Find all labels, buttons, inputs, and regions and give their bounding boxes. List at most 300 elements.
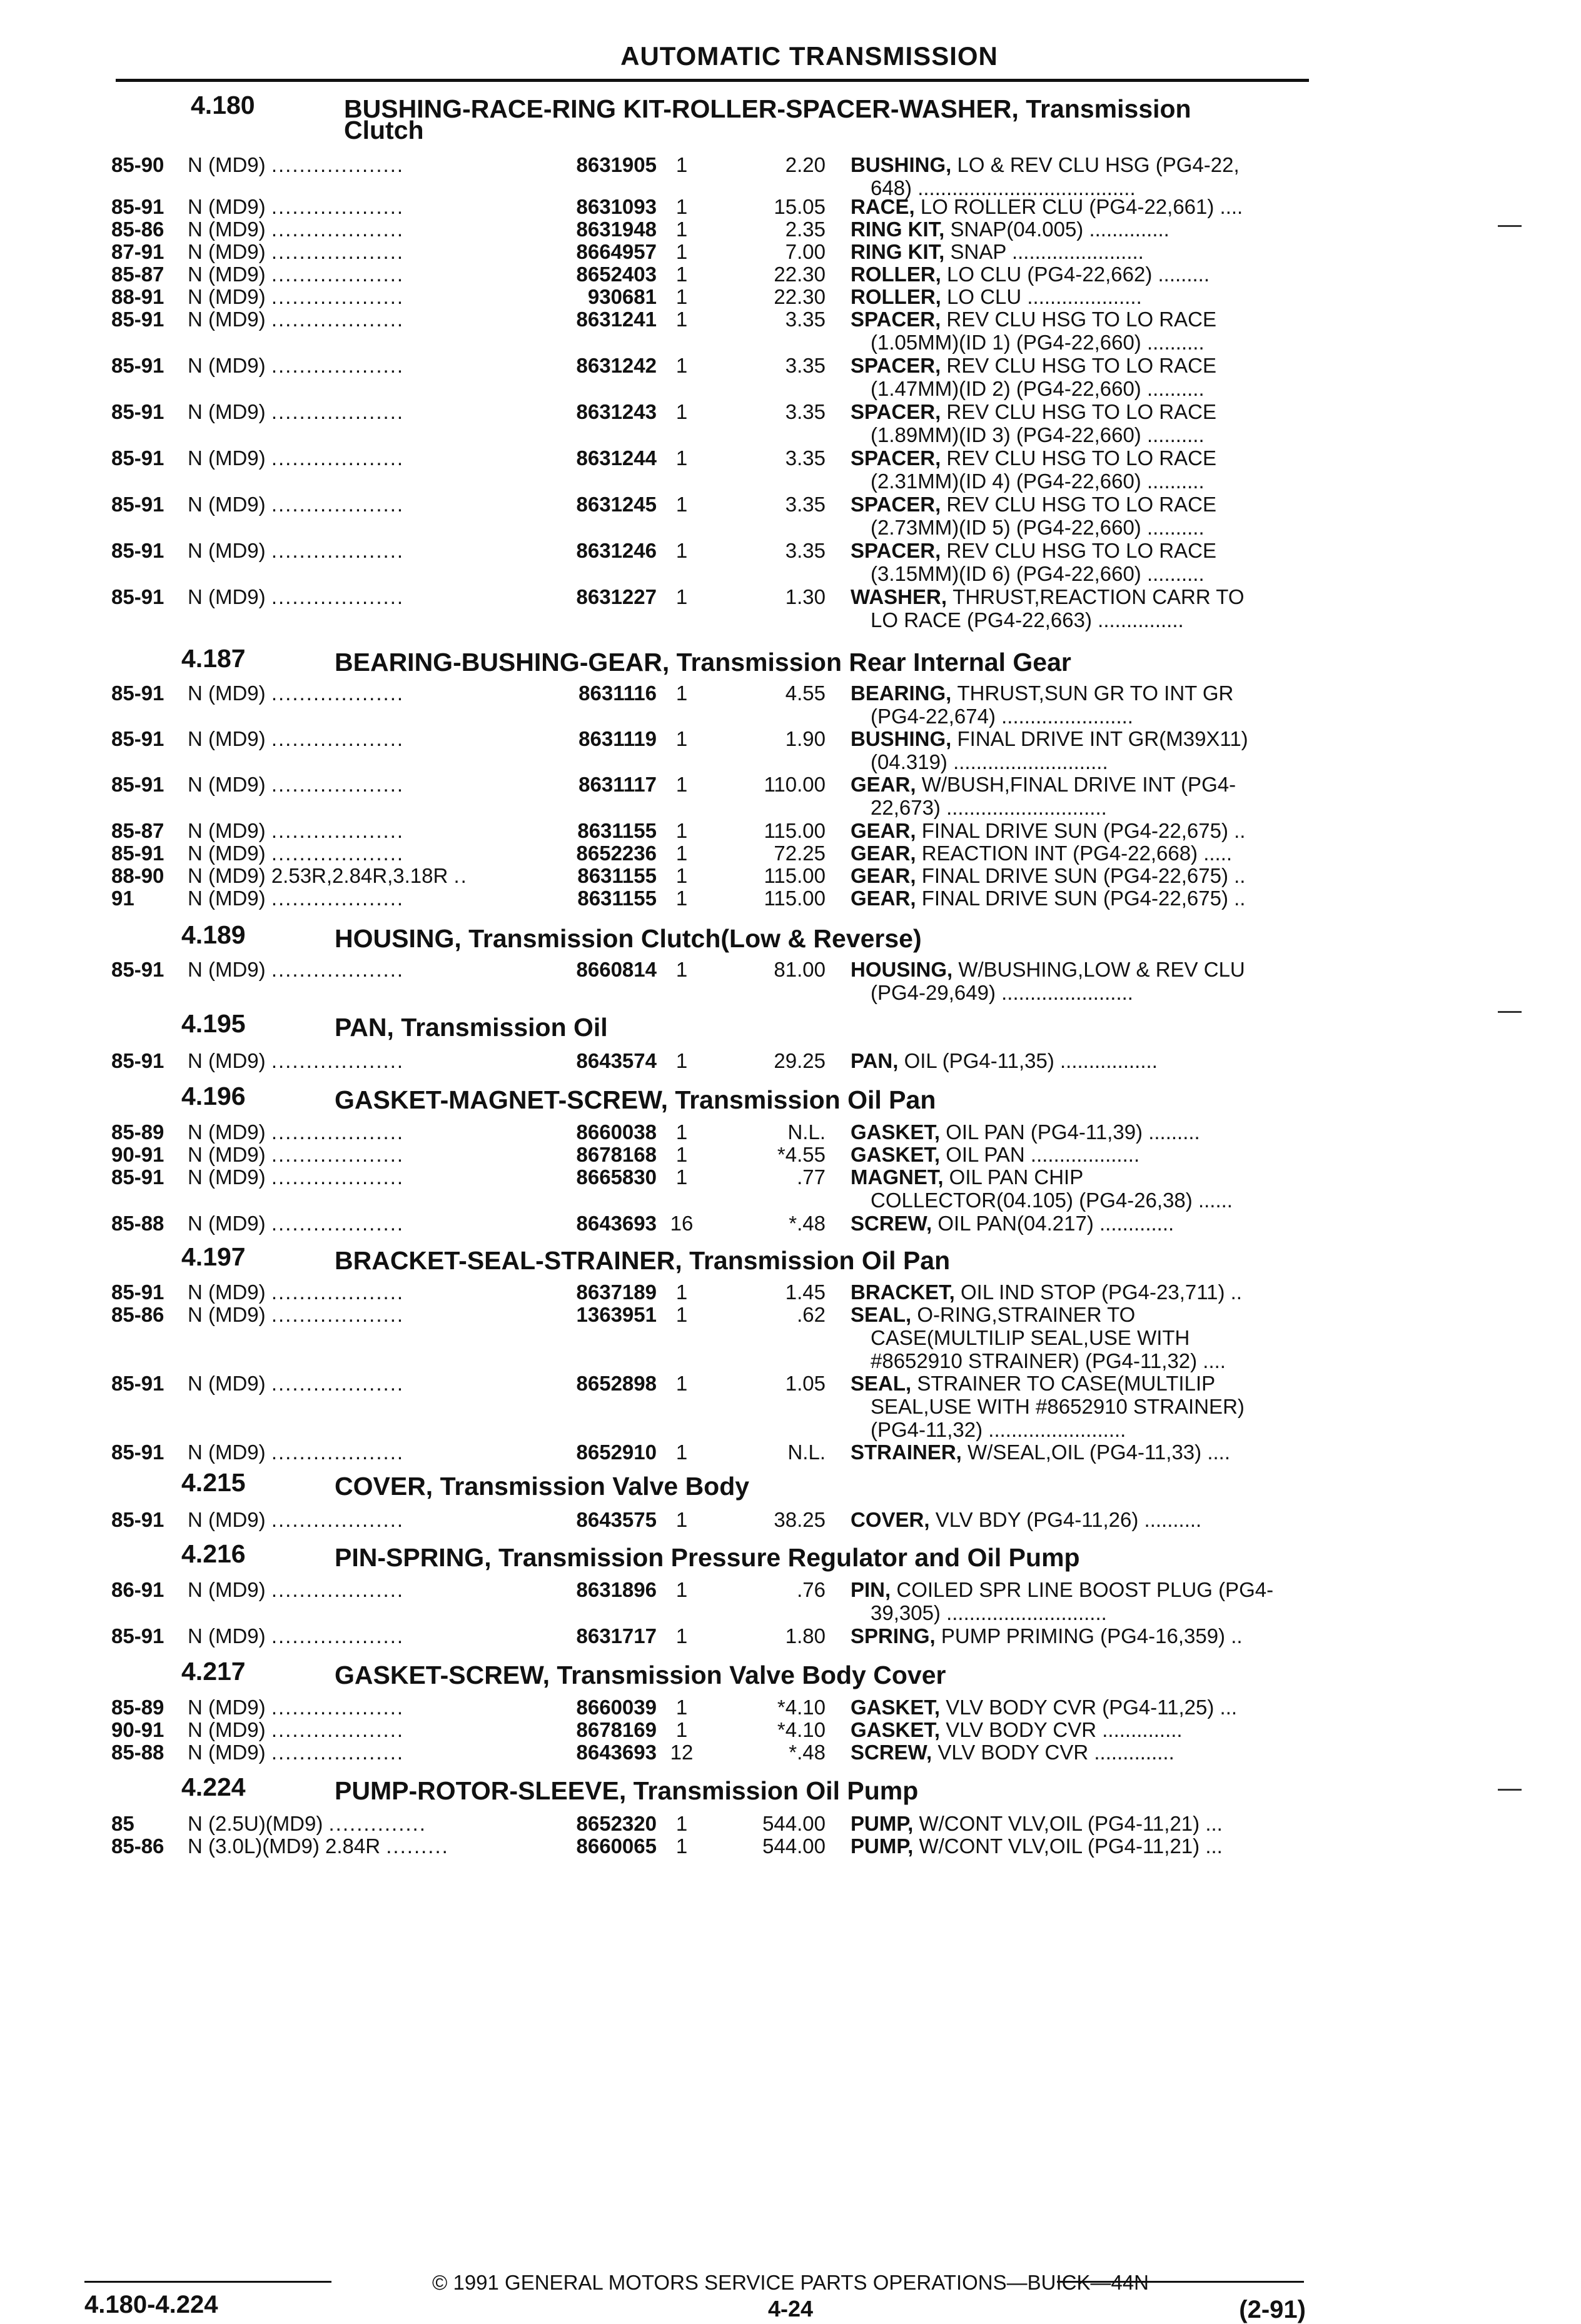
part-description xyxy=(851,218,1169,241)
price: 7.00 xyxy=(785,240,826,263)
price: *.48 xyxy=(789,1741,826,1764)
part-description xyxy=(851,682,1233,728)
model-years: 85-87 xyxy=(111,263,164,286)
model-years: 85-91 xyxy=(111,958,164,981)
price: *4.55 xyxy=(777,1143,826,1166)
leader-dots: ................... xyxy=(271,1049,405,1072)
part-name: PIN, xyxy=(851,1578,897,1601)
usage-code xyxy=(188,493,404,516)
part-detail: FINAL DRIVE INT GR(M39X11) xyxy=(957,727,1248,750)
section-title: BUSHING-RACE-RING KIT-ROLLER-SPACER-WASHER, Transmission Clutch xyxy=(344,94,1191,144)
part-number: 8631241 xyxy=(576,308,657,331)
quantity: 1 xyxy=(675,819,688,842)
part-detail: REV CLU HSG TO LO RACE xyxy=(946,400,1216,423)
leader-dots: ................... xyxy=(271,819,405,842)
model-years: 86-91 xyxy=(111,1578,164,1601)
part-description xyxy=(851,773,1236,819)
part-number: 8637189 xyxy=(576,1280,657,1304)
quantity: 1 xyxy=(675,1624,688,1647)
part-detail: REV CLU HSG TO LO RACE xyxy=(946,308,1216,331)
part-detail: OIL IND STOP (PG4-23,711) .. xyxy=(961,1280,1242,1304)
part-name: SPRING, xyxy=(851,1624,941,1647)
usage-code xyxy=(188,1165,404,1189)
part-detail: REV CLU HSG TO LO RACE xyxy=(946,539,1216,562)
leader-dots: ................... xyxy=(271,263,405,286)
part-number: 8660814 xyxy=(576,958,657,981)
part-detail: LO & REV CLU HSG (PG4-22, xyxy=(957,153,1240,176)
part-description xyxy=(851,308,1216,354)
part-name: GEAR, xyxy=(851,819,922,842)
quantity: 1 xyxy=(675,539,688,562)
price: 544.00 xyxy=(762,1812,826,1835)
leader-dots: ................... xyxy=(271,1578,405,1601)
model-years: 90-91 xyxy=(111,1143,164,1166)
usage-code xyxy=(188,1812,427,1835)
leader-dots: ................... xyxy=(271,1165,405,1189)
usage-code-text: N (MD9) xyxy=(188,1165,271,1189)
part-name: SPACER, xyxy=(851,400,947,423)
part-description xyxy=(851,1441,1230,1464)
leader-dots: ................... xyxy=(271,1718,405,1741)
model-years: 85-91 xyxy=(111,1441,164,1464)
part-description xyxy=(851,493,1216,539)
part-number: 8652898 xyxy=(576,1372,657,1395)
usage-code-text: N (MD9) xyxy=(188,1212,271,1235)
part-description xyxy=(851,1372,1245,1441)
part-number: 8652403 xyxy=(576,263,657,286)
leader-dots: ................... xyxy=(271,285,405,308)
part-detail: COILED SPR LINE BOOST PLUG (PG4- xyxy=(896,1578,1274,1601)
usage-code-text: N (MD9) xyxy=(188,446,271,470)
part-description xyxy=(851,958,1245,1004)
part-detail: FINAL DRIVE SUN (PG4-22,675) .. xyxy=(921,864,1246,887)
part-detail-continued: 39,305) ............................ xyxy=(871,1601,1107,1624)
part-name: SPACER, xyxy=(851,354,947,377)
part-name: PAN, xyxy=(851,1049,904,1072)
footer-copyright: © 1991 GENERAL MOTORS SERVICE PARTS OPERATIONS—BUICK—44N xyxy=(432,2271,1149,2294)
part-name: GASKET, xyxy=(851,1143,946,1166)
part-number: 930681 xyxy=(587,285,657,308)
leader-dots: ................... xyxy=(271,493,405,516)
usage-code xyxy=(188,842,404,865)
section-number: 4.197 xyxy=(181,1242,246,1271)
part-name: RING KIT, xyxy=(851,218,951,241)
price: 3.35 xyxy=(785,539,826,562)
usage-code-text: N (MD9) xyxy=(188,682,271,705)
part-description xyxy=(851,864,1245,887)
part-detail-continued: CASE(MULTILIP SEAL,USE WITH xyxy=(871,1326,1190,1349)
part-number: 8643693 xyxy=(576,1741,657,1764)
model-years: 85-91 xyxy=(111,773,164,796)
model-years: 91 xyxy=(111,887,134,910)
model-years: 85-91 xyxy=(111,1280,164,1304)
usage-code xyxy=(188,446,404,470)
part-number: 8631242 xyxy=(576,354,657,377)
part-detail-continued: #8652910 STRAINER) (PG4-11,32) .... xyxy=(871,1349,1226,1372)
leader-dots: ................... xyxy=(271,1120,405,1144)
price: 1.90 xyxy=(785,727,826,750)
leader-dots: ................... xyxy=(271,1441,405,1464)
price: 3.35 xyxy=(785,308,826,331)
model-years: 85-86 xyxy=(111,1834,164,1858)
part-detail: O-RING,STRAINER TO xyxy=(917,1303,1136,1326)
part-number: 8660065 xyxy=(576,1834,657,1858)
usage-code xyxy=(188,1120,404,1144)
quantity: 1 xyxy=(675,682,688,705)
price: 115.00 xyxy=(764,819,826,842)
part-detail: VLV BODY CVR .............. xyxy=(937,1741,1174,1764)
part-description xyxy=(851,1624,1243,1647)
price: 81.00 xyxy=(774,958,826,981)
page-title: AUTOMATIC TRANSMISSION xyxy=(620,41,998,71)
usage-code-text: N (MD9) xyxy=(188,958,271,981)
usage-code xyxy=(188,400,404,423)
usage-code xyxy=(188,263,404,286)
price: 1.80 xyxy=(785,1624,826,1647)
model-years: 85-91 xyxy=(111,400,164,423)
part-number: 8631155 xyxy=(577,864,657,887)
part-description xyxy=(851,727,1248,773)
usage-code-text: N (MD9) xyxy=(188,1578,271,1601)
leader-dots: .. xyxy=(453,864,468,887)
section-title: PAN, Transmission Oil xyxy=(335,1013,608,1042)
part-detail: REV CLU HSG TO LO RACE xyxy=(946,446,1216,470)
part-name: GEAR, xyxy=(851,773,922,796)
part-description xyxy=(851,1718,1183,1741)
part-number: 8631227 xyxy=(576,585,657,608)
price: 3.35 xyxy=(785,354,826,377)
part-number: 8631093 xyxy=(576,195,657,218)
usage-code-text: N (MD9) xyxy=(188,1372,271,1395)
part-detail-continued: 22,673) ............................ xyxy=(871,796,1107,819)
model-years: 85-86 xyxy=(111,1303,164,1326)
part-description xyxy=(851,1508,1201,1531)
quantity: 1 xyxy=(675,958,688,981)
part-detail: LO ROLLER CLU (PG4-22,661) .... xyxy=(920,195,1243,218)
part-name: ROLLER, xyxy=(851,263,947,286)
price: *.48 xyxy=(789,1212,826,1235)
usage-code-text: N (MD9) xyxy=(188,1508,271,1531)
part-description xyxy=(851,842,1232,865)
leader-dots: ................... xyxy=(271,1624,405,1647)
part-name: GEAR, xyxy=(851,864,922,887)
leader-dots: ................... xyxy=(271,153,405,176)
model-years: 85-90 xyxy=(111,153,164,176)
usage-code-text: N (3.0L)(MD9) 2.84R xyxy=(188,1834,386,1858)
part-description xyxy=(851,195,1243,218)
usage-code-text: N (MD9) xyxy=(188,153,271,176)
part-description xyxy=(851,1165,1233,1212)
usage-code-text: N (MD9) xyxy=(188,585,271,608)
quantity: 1 xyxy=(675,263,688,286)
usage-code-text: N (MD9) xyxy=(188,218,271,241)
usage-code xyxy=(188,539,404,562)
part-detail: STRAINER TO CASE(MULTILIP xyxy=(917,1372,1216,1395)
part-number: 8660039 xyxy=(576,1696,657,1719)
section-number: 4.187 xyxy=(181,644,246,673)
usage-code xyxy=(188,1143,404,1166)
part-detail: PUMP PRIMING (PG4-16,359) .. xyxy=(941,1624,1243,1647)
part-detail: LO CLU .................... xyxy=(947,285,1142,308)
part-detail: OIL PAN ................... xyxy=(946,1143,1140,1166)
usage-code-text: N (MD9) xyxy=(188,887,271,910)
usage-code xyxy=(188,1624,404,1647)
price: 3.35 xyxy=(785,446,826,470)
part-description xyxy=(851,585,1245,631)
leader-dots: ................... xyxy=(271,887,405,910)
price: 4.55 xyxy=(785,682,826,705)
part-number: 8643574 xyxy=(576,1049,657,1072)
leader-dots: ................... xyxy=(271,1696,405,1719)
price: 110.00 xyxy=(764,773,826,796)
usage-code-text: N (MD9) xyxy=(188,1143,271,1166)
leader-dots: ................... xyxy=(271,539,405,562)
usage-code-text: N (MD9) xyxy=(188,539,271,562)
quantity: 1 xyxy=(675,354,688,377)
model-years: 85-91 xyxy=(111,539,164,562)
part-description xyxy=(851,240,1144,263)
part-description xyxy=(851,153,1240,199)
part-description xyxy=(851,285,1142,308)
leader-dots: ......... xyxy=(386,1834,449,1858)
part-description xyxy=(851,1049,1158,1072)
part-detail: W/BUSHING,LOW & REV CLU xyxy=(958,958,1245,981)
leader-dots: ................... xyxy=(271,773,405,796)
section-number: 4.224 xyxy=(181,1773,246,1801)
model-years: 85-88 xyxy=(111,1741,164,1764)
section-title: COVER, Transmission Valve Body xyxy=(335,1472,750,1501)
part-detail: REV CLU HSG TO LO RACE xyxy=(946,354,1216,377)
part-name: SCREW, xyxy=(851,1741,938,1764)
usage-code-text: N (MD9) xyxy=(188,1280,271,1304)
usage-code xyxy=(188,1441,404,1464)
part-number: 8678168 xyxy=(576,1143,657,1166)
model-years: 85-91 xyxy=(111,1624,164,1647)
section-number: 4.196 xyxy=(181,1082,246,1110)
usage-code-text: N (MD9) xyxy=(188,240,271,263)
part-detail: FINAL DRIVE SUN (PG4-22,675) .. xyxy=(921,819,1246,842)
leader-dots: ................... xyxy=(271,354,405,377)
usage-code xyxy=(188,153,404,176)
part-name: HOUSING, xyxy=(851,958,959,981)
price: 115.00 xyxy=(764,864,826,887)
part-number: 8631116 xyxy=(578,682,657,705)
price: .62 xyxy=(797,1303,826,1326)
usage-code-text: N (MD9) xyxy=(188,842,271,865)
part-description xyxy=(851,1303,1226,1372)
part-name: GASKET, xyxy=(851,1120,946,1144)
model-years: 85-89 xyxy=(111,1120,164,1144)
model-years: 87-91 xyxy=(111,240,164,263)
part-number: 8631896 xyxy=(576,1578,657,1601)
price: 1.30 xyxy=(785,585,826,608)
part-description xyxy=(851,1120,1200,1144)
section-title: PIN-SPRING, Transmission Pressure Regulator and Oil Pump xyxy=(335,1543,1080,1572)
part-description xyxy=(851,1812,1223,1835)
part-detail: OIL PAN CHIP xyxy=(949,1165,1084,1189)
quantity: 1 xyxy=(675,1696,688,1719)
part-name: RING KIT, xyxy=(851,240,951,263)
leader-dots: ................... xyxy=(271,1741,405,1764)
part-detail-continued: (1.47MM)(ID 2) (PG4-22,660) .......... xyxy=(871,377,1205,400)
price: 22.30 xyxy=(774,285,826,308)
usage-code xyxy=(188,887,404,910)
quantity: 1 xyxy=(675,585,688,608)
leader-dots: ................... xyxy=(271,400,405,423)
part-description xyxy=(851,539,1216,585)
part-name: GEAR, xyxy=(851,842,922,865)
leader-dots: ................... xyxy=(271,1280,405,1304)
model-years: 85-91 xyxy=(111,842,164,865)
quantity: 1 xyxy=(675,1578,688,1601)
quantity: 1 xyxy=(675,153,688,176)
model-years: 85-87 xyxy=(111,819,164,842)
usage-code-text: N (MD9) xyxy=(188,1741,271,1764)
model-years: 85-91 xyxy=(111,1165,164,1189)
quantity: 1 xyxy=(675,1303,688,1326)
usage-code-text: N (MD9) xyxy=(188,308,271,331)
model-years: 85-91 xyxy=(111,682,164,705)
usage-code xyxy=(188,308,404,331)
part-detail: OIL PAN(04.217) ............. xyxy=(937,1212,1174,1235)
usage-code xyxy=(188,1303,404,1326)
model-years: 85-91 xyxy=(111,727,164,750)
part-description xyxy=(851,1280,1242,1304)
part-description xyxy=(851,1696,1237,1719)
part-description xyxy=(851,354,1216,400)
section-title: GASKET-SCREW, Transmission Valve Body Cover xyxy=(335,1661,946,1689)
part-description xyxy=(851,400,1216,446)
leader-dots: .............. xyxy=(328,1812,427,1835)
part-name: RACE, xyxy=(851,195,921,218)
part-detail: W/SEAL,OIL (PG4-11,33) .... xyxy=(967,1441,1230,1464)
quantity: 1 xyxy=(675,773,688,796)
part-number: 8643575 xyxy=(576,1508,657,1531)
usage-code-text: N (MD9) xyxy=(188,1696,271,1719)
quantity: 1 xyxy=(675,887,688,910)
part-detail: SNAP ....................... xyxy=(950,240,1144,263)
model-years: 90-91 xyxy=(111,1718,164,1741)
part-detail-continued: COLLECTOR(04.105) (PG4-26,38) ...... xyxy=(871,1189,1233,1212)
section-number: 4.189 xyxy=(181,920,246,949)
part-number: 8660038 xyxy=(576,1120,657,1144)
part-name: GASKET, xyxy=(851,1718,946,1741)
leader-dots: ................... xyxy=(271,240,405,263)
part-name: ROLLER, xyxy=(851,285,947,308)
quantity: 1 xyxy=(675,308,688,331)
usage-code xyxy=(188,1718,404,1741)
title-rule xyxy=(116,79,1309,82)
margin-mark xyxy=(1498,225,1522,227)
usage-code-text: N (MD9) xyxy=(188,727,271,750)
leader-dots: ................... xyxy=(271,842,405,865)
usage-code-text: N (MD9) xyxy=(188,1120,271,1144)
model-years: 85-91 xyxy=(111,308,164,331)
margin-mark xyxy=(1498,1789,1522,1791)
quantity: 1 xyxy=(675,446,688,470)
part-number: 8631119 xyxy=(578,727,657,750)
usage-code-text: N (MD9) xyxy=(188,354,271,377)
usage-code xyxy=(188,585,404,608)
price: 15.05 xyxy=(774,195,826,218)
usage-code-text: N (MD9) xyxy=(188,1441,271,1464)
part-name: BRACKET, xyxy=(851,1280,961,1304)
part-number: 8652320 xyxy=(576,1812,657,1835)
part-number: 8631948 xyxy=(576,218,657,241)
model-years: 85-91 xyxy=(111,493,164,516)
section-number: 4.195 xyxy=(181,1009,246,1038)
model-years: 85-89 xyxy=(111,1696,164,1719)
part-name: PUMP, xyxy=(851,1812,919,1835)
quantity: 1 xyxy=(675,1441,688,1464)
usage-code-text: N (MD9) xyxy=(188,263,271,286)
usage-code xyxy=(188,1280,404,1304)
model-years: 85 xyxy=(111,1812,134,1835)
model-years: 88-91 xyxy=(111,285,164,308)
section-title: HOUSING, Transmission Clutch(Low & Reverse) xyxy=(335,924,922,953)
price: 544.00 xyxy=(762,1834,826,1858)
quantity: 1 xyxy=(675,1834,688,1858)
price: *4.10 xyxy=(777,1696,826,1719)
section-title: BEARING-BUSHING-GEAR, Transmission Rear Internal Gear xyxy=(335,648,1071,677)
footer-section-range: 4.180-4.224 xyxy=(84,2291,218,2318)
part-name: SPACER, xyxy=(851,308,947,331)
leader-dots: ................... xyxy=(271,446,405,470)
quantity: 1 xyxy=(675,195,688,218)
part-name: COVER, xyxy=(851,1508,936,1531)
usage-code xyxy=(188,682,404,705)
price: 2.35 xyxy=(785,218,826,241)
quantity: 1 xyxy=(675,240,688,263)
usage-code xyxy=(188,727,404,750)
usage-code xyxy=(188,240,404,263)
usage-code xyxy=(188,958,404,981)
quantity: 1 xyxy=(675,1120,688,1144)
usage-code xyxy=(188,218,404,241)
part-name: SEAL, xyxy=(851,1303,917,1326)
usage-code-text: N (MD9) xyxy=(188,1718,271,1741)
part-name: SPACER, xyxy=(851,446,947,470)
part-description xyxy=(851,819,1245,842)
part-name: BUSHING, xyxy=(851,727,957,750)
quantity: 1 xyxy=(675,1049,688,1072)
price: .76 xyxy=(797,1578,826,1601)
usage-code xyxy=(188,864,468,887)
price: N.L. xyxy=(787,1441,826,1464)
model-years: 85-91 xyxy=(111,195,164,218)
quantity: 1 xyxy=(675,1718,688,1741)
part-detail: W/CONT VLV,OIL (PG4-11,21) ... xyxy=(919,1812,1223,1835)
usage-code-text: N (MD9) xyxy=(188,400,271,423)
usage-code xyxy=(188,1741,404,1764)
leader-dots: ................... xyxy=(271,1143,405,1166)
usage-code xyxy=(188,1834,449,1858)
section-title: GASKET-MAGNET-SCREW, Transmission Oil Pan xyxy=(335,1085,936,1114)
model-years: 85-91 xyxy=(111,1049,164,1072)
part-description xyxy=(851,263,1210,286)
part-detail: W/BUSH,FINAL DRIVE INT (PG4- xyxy=(921,773,1236,796)
model-years: 85-91 xyxy=(111,446,164,470)
part-description xyxy=(851,1834,1223,1858)
part-detail-continued: 648) ...................................... xyxy=(871,176,1136,199)
price: 3.35 xyxy=(785,400,826,423)
usage-code xyxy=(188,773,404,796)
part-name: SCREW, xyxy=(851,1212,938,1235)
leader-dots: ................... xyxy=(271,585,405,608)
part-detail: OIL PAN (PG4-11,39) ......... xyxy=(946,1120,1200,1144)
model-years: 85-91 xyxy=(111,354,164,377)
quantity: 1 xyxy=(675,285,688,308)
